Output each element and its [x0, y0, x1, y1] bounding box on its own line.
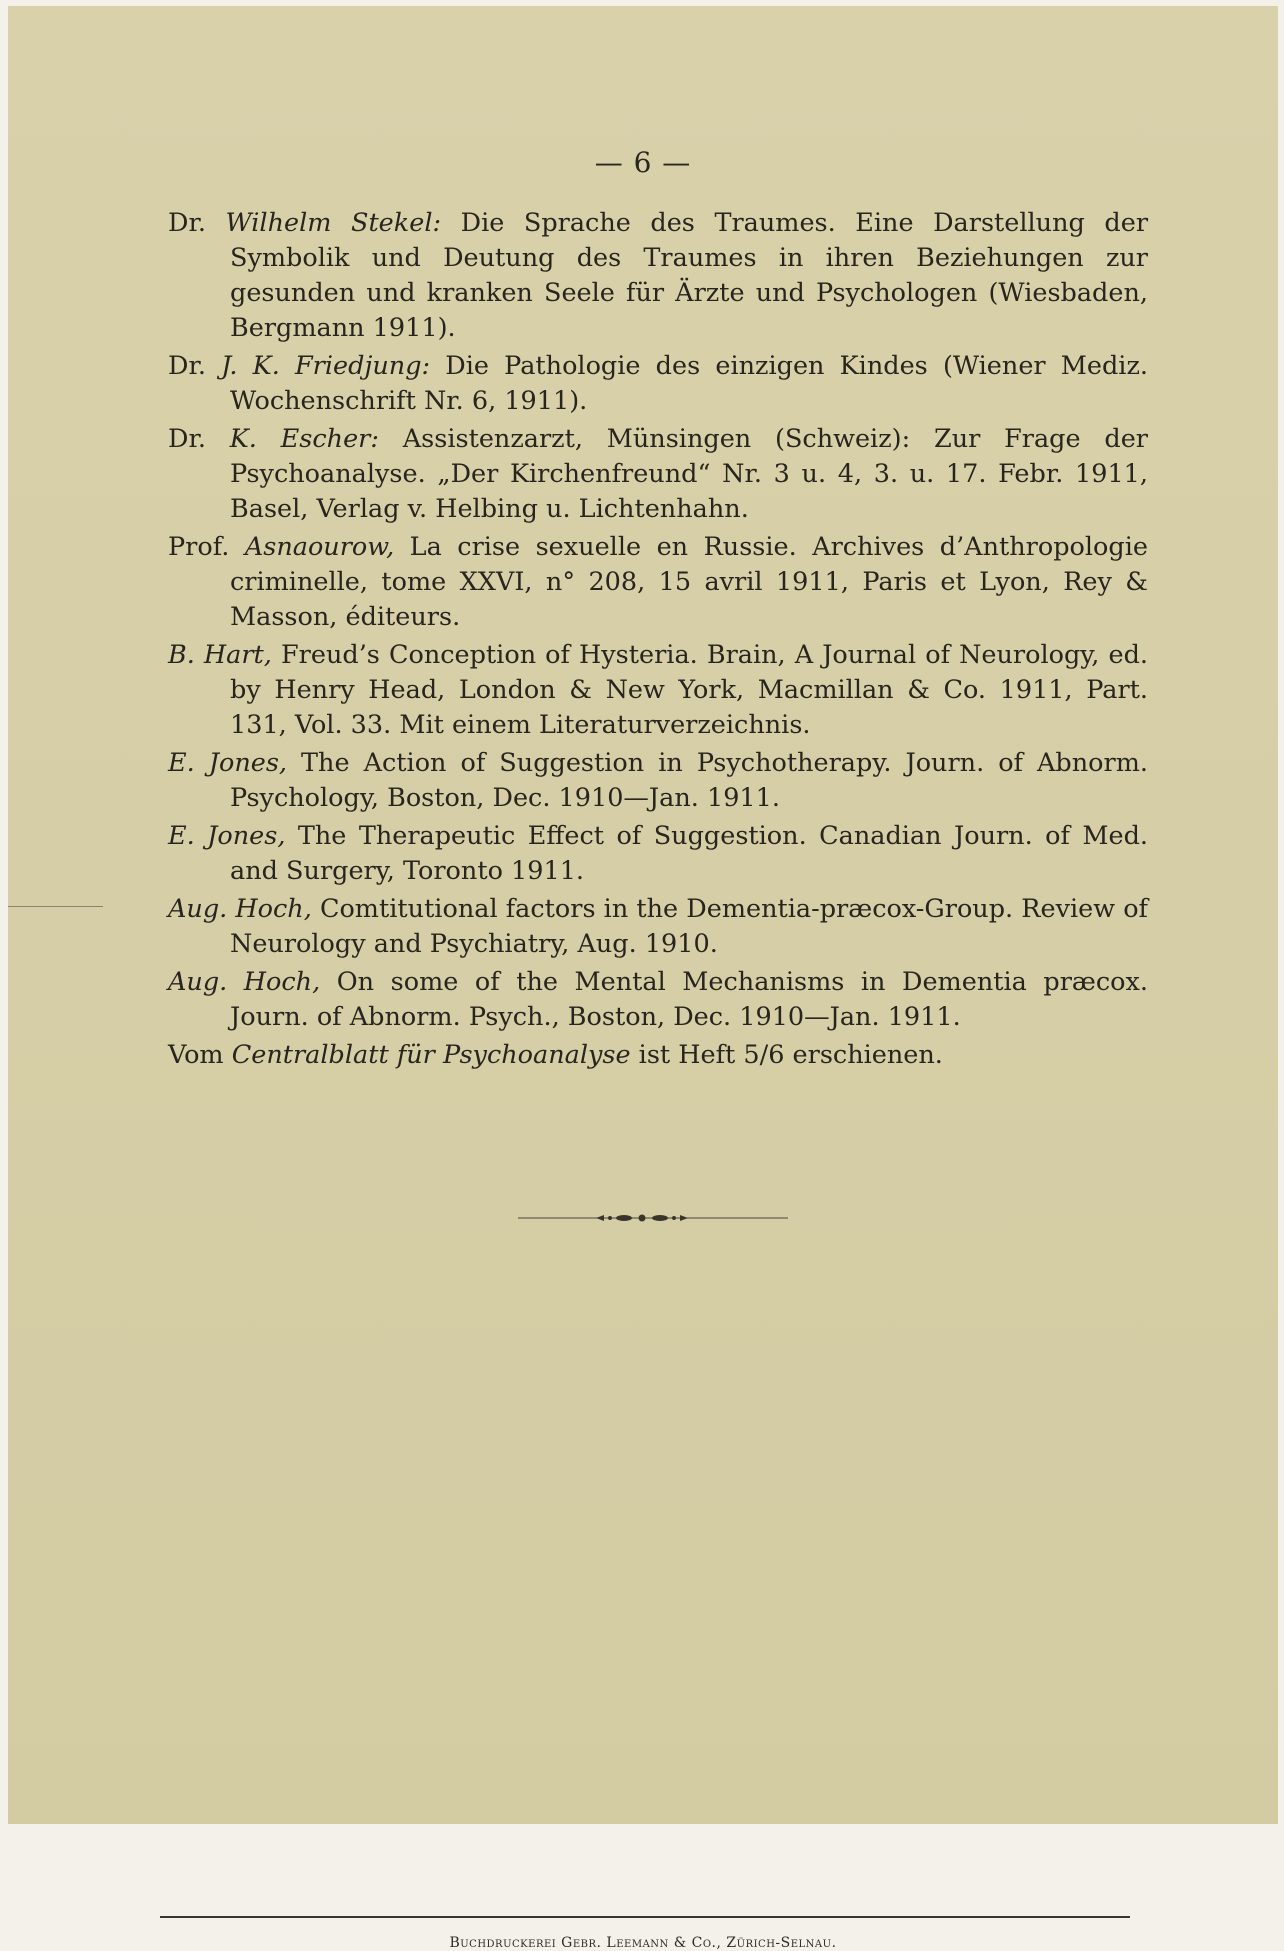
- bibliography-entry: [168, 530, 1148, 635]
- entry-author: K. Escher:: [229, 424, 379, 454]
- entry-text: The Action of Suggestion in Psychotherapy. Journ. of Abnorm. Psychology, Boston, Dec. 1910—Jan. 1911.: [230, 748, 1149, 813]
- entry-prefix: Dr.: [168, 424, 230, 454]
- entry-author: Aug. Hoch,: [168, 894, 312, 924]
- entry-text: On some of the Mental Mechanisms in Dementia præcox. Journ. of Abnorm. Psych., Boston, Dec. 1910—Jan. 1911.: [230, 967, 1148, 1032]
- entry-text: Comtitutional factors in the Dementia-præcox-Group. Review of Neurology and Psychiatry, Aug. 1910.: [230, 894, 1148, 959]
- bibliography-list: [168, 206, 1148, 1076]
- page-number: — 6 —: [594, 146, 692, 179]
- bibliography-entry: [168, 422, 1148, 527]
- closing-note: [168, 1038, 1148, 1073]
- entry-prefix: Prof.: [168, 532, 245, 562]
- closing-note-after: ist Heft 5/6 erschienen.: [630, 1040, 943, 1070]
- closing-note-before: Vom: [168, 1040, 232, 1070]
- entry-author: J. K. Friedjung:: [221, 351, 431, 381]
- journal-title: Centralblatt für Psychoanalyse: [231, 1040, 631, 1070]
- entry-author: B. Hart,: [168, 640, 272, 670]
- entry-author: Aug. Hoch,: [168, 967, 321, 997]
- bibliography-entry: [168, 965, 1148, 1035]
- entry-text: Freud’s Conception of Hysteria. Brain, A Journal of Neurology, ed. by Henry Head, London & New York, Macmillan & Co. 1911, Part. 131, Vol. 33. Mit einem Literaturverzeichnis.: [230, 640, 1148, 740]
- printer-imprint: Buchdruckerei Gebr. Leemann & Co., Zürich-Selnau.: [449, 1935, 837, 1951]
- bibliography-entry: [168, 892, 1148, 962]
- entry-prefix: Dr.: [168, 208, 226, 238]
- entry-text: La crise sexuelle en Russie. Archives d’Anthropologie criminelle, tome XXVI, n° 208, 15 avril 1911, Paris et Lyon, Rey & Masson, éditeurs.: [230, 532, 1148, 632]
- bibliography-entry: [168, 819, 1148, 889]
- ornament-divider: [518, 1210, 788, 1226]
- entry-author: Wilhelm Stekel:: [225, 208, 442, 238]
- entry-text: Assistenzarzt, Münsingen (Schweiz): Zur Frage der Psychoanalyse. „Der Kirchenfreund“ Nr. 3 u. 4, 3. u. 17. Febr. 1911, Basel, Verlag v. Helbing u. Lichtenhahn.: [230, 424, 1148, 524]
- entry-author: E. Jones,: [168, 821, 286, 851]
- entry-author: Asnaourow,: [244, 532, 395, 562]
- entry-author: E. Jones,: [168, 748, 288, 778]
- footer-rule: [160, 1916, 1130, 1918]
- bibliography-entry: [168, 746, 1148, 816]
- bibliography-entry: [168, 638, 1148, 743]
- bibliography-entry: [168, 349, 1148, 419]
- margin-mark: [8, 906, 103, 907]
- entry-text: The Therapeutic Effect of Suggestion. Canadian Journ. of Med. and Surgery, Toronto 1911.: [230, 821, 1148, 886]
- document-page: [8, 6, 1278, 1951]
- entry-text: Die Pathologie des einzigen Kindes (Wiener Mediz. Wochenschrift Nr. 6, 1911).: [230, 351, 1149, 416]
- bibliography-entry: [168, 206, 1148, 346]
- entry-text: Die Sprache des Traumes. Eine Darstellung der Symbolik und Deutung des Traumes in ihren Beziehungen zur gesunden und kranken Seele für Ärzte und Psychologen (Wiesbaden, Bergmann 1911).: [230, 208, 1149, 343]
- entry-prefix: Dr.: [168, 351, 222, 381]
